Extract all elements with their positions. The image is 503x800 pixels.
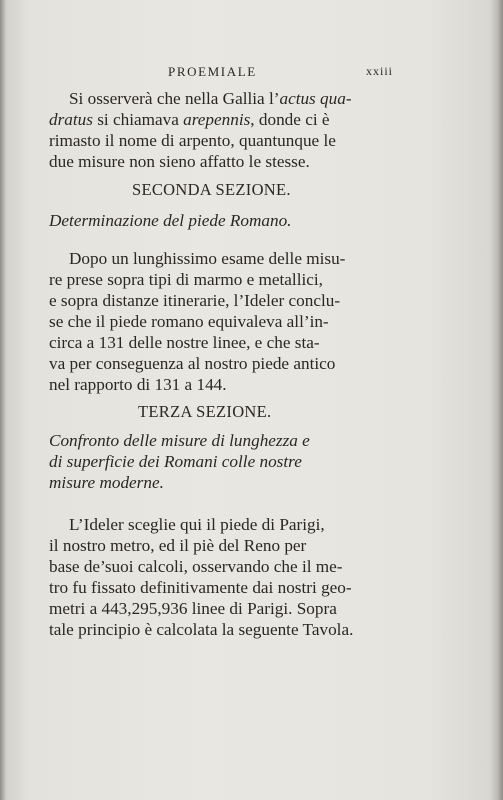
text-line: circa a 131 delle nostre linee, e che sta- (49, 333, 320, 352)
text-line: Si osserverà che nella Gallia l’actus qua- (69, 89, 352, 108)
section-subtitle (49, 430, 310, 493)
text-line: tale principio è calcolata la seguente Tavola. (49, 620, 354, 639)
text-line: due misure non sieno affatto le stesse. (49, 152, 310, 171)
subtitle-line: misure moderne. (49, 473, 164, 492)
page-gutter (0, 0, 6, 800)
subtitle-line: Confronto delle misure di lunghezza e (49, 431, 310, 450)
text-line: tro fu fissato definitivamente dai nostri geo- (49, 578, 352, 597)
text-line: metri a 443,295,936 linee di Parigi. Sopra (49, 599, 337, 618)
paragraph-2 (49, 248, 377, 395)
paragraph-3 (49, 514, 377, 640)
subtitle-line: di superficie dei Romani colle nostre (49, 452, 302, 471)
running-head: PROEMIALE (168, 64, 257, 79)
page-edge (489, 0, 503, 800)
text-line: rimasto il nome di arpento, quantunque le (49, 131, 336, 150)
section-heading: SECONDA SEZIONE. (132, 180, 291, 199)
page-number: xxiii (366, 64, 394, 78)
text-line: e sopra distanze itinerarie, l’Ideler conclu- (49, 291, 341, 310)
text-line: se che il piede romano equivaleva all’in- (49, 312, 329, 331)
text-line: L’Ideler sceglie qui il piede di Parigi, (69, 515, 325, 534)
paragraph-1 (49, 88, 377, 172)
text-line: re prese sopra tipi di marmo e metallici, (49, 270, 323, 289)
text-line: base de’suoi calcoli, osservando che il me- (49, 557, 343, 576)
section-heading: TERZA SEZIONE. (138, 402, 272, 421)
text-line: Dopo un lunghissimo esame delle misu- (69, 249, 346, 268)
text-line: dratus si chiamava arepennis, donde ci è (49, 110, 330, 129)
page-header (168, 64, 468, 82)
text-line: va per conseguenza al nostro piede antico (49, 354, 336, 373)
section-subtitle: Determinazione del piede Romano. (49, 211, 292, 230)
text-line: nel rapporto di 131 a 144. (49, 375, 227, 394)
text-line: il nostro metro, ed il piè del Reno per (49, 536, 307, 555)
